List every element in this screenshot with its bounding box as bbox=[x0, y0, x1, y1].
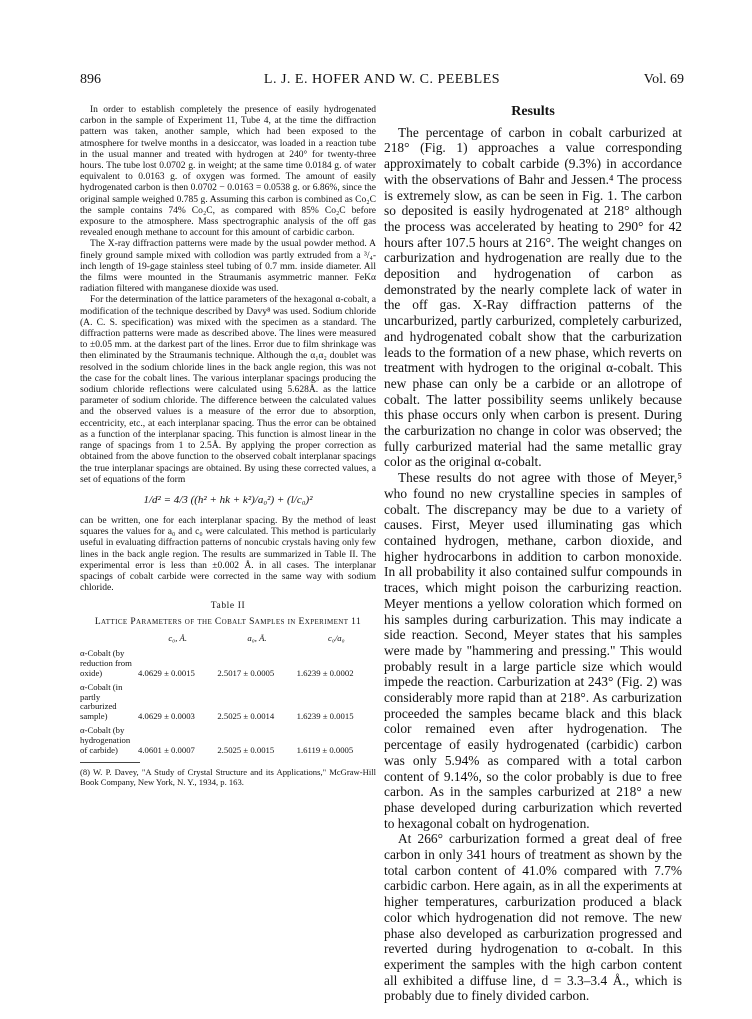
table-cell: 4.0629 ± 0.0015 bbox=[138, 667, 195, 678]
paragraph: can be written, one for each interplanar spacing. By the method of least squares the values for a₀ and c₀ were calculated. This method is particularly useful in evaluating diffraction patterns of noncubic crystals having only few lines in the back angle region. The results are summarized in Table II. The experimental error is less than ±0.002 Å. in all cases. The interplanar spacings of cobalt carbide were corrected in the same way with sodium chloride. bbox=[80, 514, 376, 594]
table-cell: 1.6119 ± 0.0005 bbox=[296, 744, 354, 755]
table-row bbox=[80, 683, 376, 726]
running-title: L. J. E. HOFER AND W. C. PEEBLES bbox=[263, 72, 501, 87]
table-header: c₀, Å. bbox=[168, 632, 188, 643]
table-header: c₀/a₀ bbox=[328, 632, 345, 643]
table-cell: 2.5025 ± 0.0014 bbox=[217, 710, 275, 721]
right-column bbox=[384, 104, 682, 1004]
paragraph: For the determination of the lattice parameters of the hexagonal α-cobalt, a modification of the technique described by Davy⁸ was used. Sodium chloride (A. C. S. specification) was mixed with the specimen as a standard. The diffraction patterns were made as described above. The lines were measured to ±0.05 mm. at the darkest part of the lines. Error due to film shrinkage was then eliminated by the Straumanis technique. Although the α₁α₂ doublet was resolved in the sodium chloride lines in the back angle region, this was not the case for the cobalt lines. The various interplanar spacings producing the sodium chloride reflections were calculated using 5.628Å. as the lattice parameter of sodium chloride. The difference between the calculated values and the observed values is a measure of the error due to absorption, eccentricity, etc., at each interplanar spacing. Thus the error can be obtained as a function of the interplanar spacing. This function is almost linear in the range of spacings from 1 to 2.5Å. By applying the proper correction as obtained from the above function to the observed cobalt interplanar spacings the true interplanar spacings are obtained. By using these corrected values, a set of equations of the form bbox=[80, 294, 376, 485]
row-label: α-Cobalt (by reduction from oxide) bbox=[80, 648, 132, 678]
table-title: Lattice Parameters of the Cobalt Samples in Experiment 11 bbox=[94, 616, 362, 627]
table-header: a₀, Å. bbox=[247, 632, 267, 643]
row-label: α-Cobalt (by hydrogenation of carbide) bbox=[80, 725, 131, 755]
table-cell: 2.5017 ± 0.0005 bbox=[217, 667, 275, 678]
running-header bbox=[80, 72, 684, 92]
table-label: Table II bbox=[210, 601, 246, 612]
paragraph: These results do not agree with those of Meyer,⁵ who found no new crystalline species in samples of cobalt. The discrepancy may be due to a variety of causes. First, Meyer used illuminating gas which contained hydrogen, methane, carbon dioxide, and higher hydrocarbons in addition to carbon monoxide. In all probability it also contained sulfur compounds in traces, which might poison the carburizing reaction. Meyer mentions a yellow coloration which formed on his samples during carburization. This may indicate a side reaction. Second, Meyer states that his samples were made by "hammering and pressing." This would probably result in a large particle size which would impede the reaction. Carburization at 243° (Fig. 2) was considerably more rapid than at 218°. As carburization proceeded the samples became black and this black color remained even after hydrogenation. The percentage of easily hydrogenated (carbidic) carbon was only 5.94% as compared with a total carbon content of 9.14%, so the color probably is due to free carbon. As in the samples carburized at 218° a new phase developed during carburization which reverted to hexagonal cobalt on hydrogenation. bbox=[384, 470, 682, 831]
table-cell: 4.0629 ± 0.0003 bbox=[138, 710, 195, 721]
table-cell: 1.6239 ± 0.0002 bbox=[296, 667, 354, 678]
left-column bbox=[80, 104, 376, 787]
lattice-parameters-table bbox=[80, 630, 376, 761]
row-label: α-Cobalt (in partly carburized sample) bbox=[80, 682, 123, 721]
table-cell: 1.6239 ± 0.0015 bbox=[296, 710, 354, 721]
page-number: 896 bbox=[80, 72, 101, 87]
footnote: (8) W. P. Davey, "A Study of Crystal Structure and its Applications," McGraw-Hill Book Company, New York, N. Y., 1934, p. 163. bbox=[80, 767, 376, 788]
volume-label: Vol. 69 bbox=[643, 72, 684, 87]
table-row bbox=[80, 649, 376, 683]
table-header-row bbox=[80, 630, 376, 650]
paragraph: At 266° carburization formed a great deal of free carbon in only 341 hours of treatment as shown by the total carbon content of 41.0% compared with 7.7% carbidic carbon. Here again, as in all the experiments at higher temperatures, carburization produced a black color which hydrogenation did not remove. The new phase also developed as carburization progressed and reverted during hydrogenation to α-cobalt. In this experiment the samples with the high carbon content all exhibited a diffuse line, d = 3.3–3.4 Å., which is probably due to finely divided carbon. bbox=[384, 831, 682, 1004]
table-cell: 4.0601 ± 0.0007 bbox=[138, 744, 195, 755]
lattice-equation: 1/d² = 4/3 ((h² + hk + k²)/a₀²) + (l/c₀)² bbox=[143, 493, 313, 506]
table-header bbox=[80, 630, 138, 650]
footnote-rule bbox=[80, 762, 140, 763]
paragraph: In order to establish completely the presence of easily hydrogenated carbon in the sample of Experiment 11, Tube 4, at the time the diffraction pattern was taken, another sample, which had been exposed to the atmosphere for twelve months in a desiccator, was loaded in a reaction tube in the usual manner and treated with hydrogen at 240° for twenty-three hours. The tube lost 0.0702 g. in weight; at the same time 0.0184 g. of water equivalent to 0.0163 g. of oxygen was formed. The amount of easily hydrogenated carbon is then 0.0702 − 0.0163 = 0.0538 g. or 6.86%, since the original sample weighed 0.785 g. Assuming this carbon is combined as Co₂C the sample contains 74% Co₂C, as compared with 85% Co₂C before exposure to the atmosphere. Mass spectrographic analysis of the off gas revealed enough methane to account for this amount of carbidic carbon. bbox=[80, 104, 376, 239]
paragraph: The percentage of carbon in cobalt carburized at 218° (Fig. 1) approaches a value corresponding approximately to cobalt carbide (9.3%) in accordance with the observations of Bahr and Jessen.⁴ The process is extremely slow, as can be seen in Fig. 1. The carbon so deposited is easily hydrogenated at 218° although the process was accelerated by heating to 290° for 42 hours after 107.5 hours at 216°. The weight changes on carburization and hydrogenation are really due to the deposition and hydrogenation of carbon as demonstrated by the nearly complete lack of water in the off gas. X-Ray diffraction patterns of the uncarburized, partly carburized, completely carburized, and hydrogenated cobalt show that the carburization leads to the formation of a new phase, which reverts on treatment with hydrogen to the original α-cobalt. This new phase can only be a carbide or an allotrope of cobalt. The latter possibility seems unlikely because this phase occurs only when carbon is present. During the carburization no change in color was observed; the fully carburized material had the same metallic gray color as the original α-cobalt. bbox=[384, 124, 682, 470]
table-row bbox=[80, 726, 376, 760]
section-heading: Results bbox=[511, 104, 555, 119]
table-cell: 2.5025 ± 0.0015 bbox=[217, 744, 275, 755]
paragraph: The X-ray diffraction patterns were made by the usual powder method. A finely ground sample mixed with collodion was partly extruded from a ³/₄-inch length of 19-gage stainless steel tubing of 0.7 mm. inside diameter. All the films were mounted in the Straumanis asymmetric manner. FeKα radiation filtered with manganese dioxide was used. bbox=[80, 238, 376, 295]
